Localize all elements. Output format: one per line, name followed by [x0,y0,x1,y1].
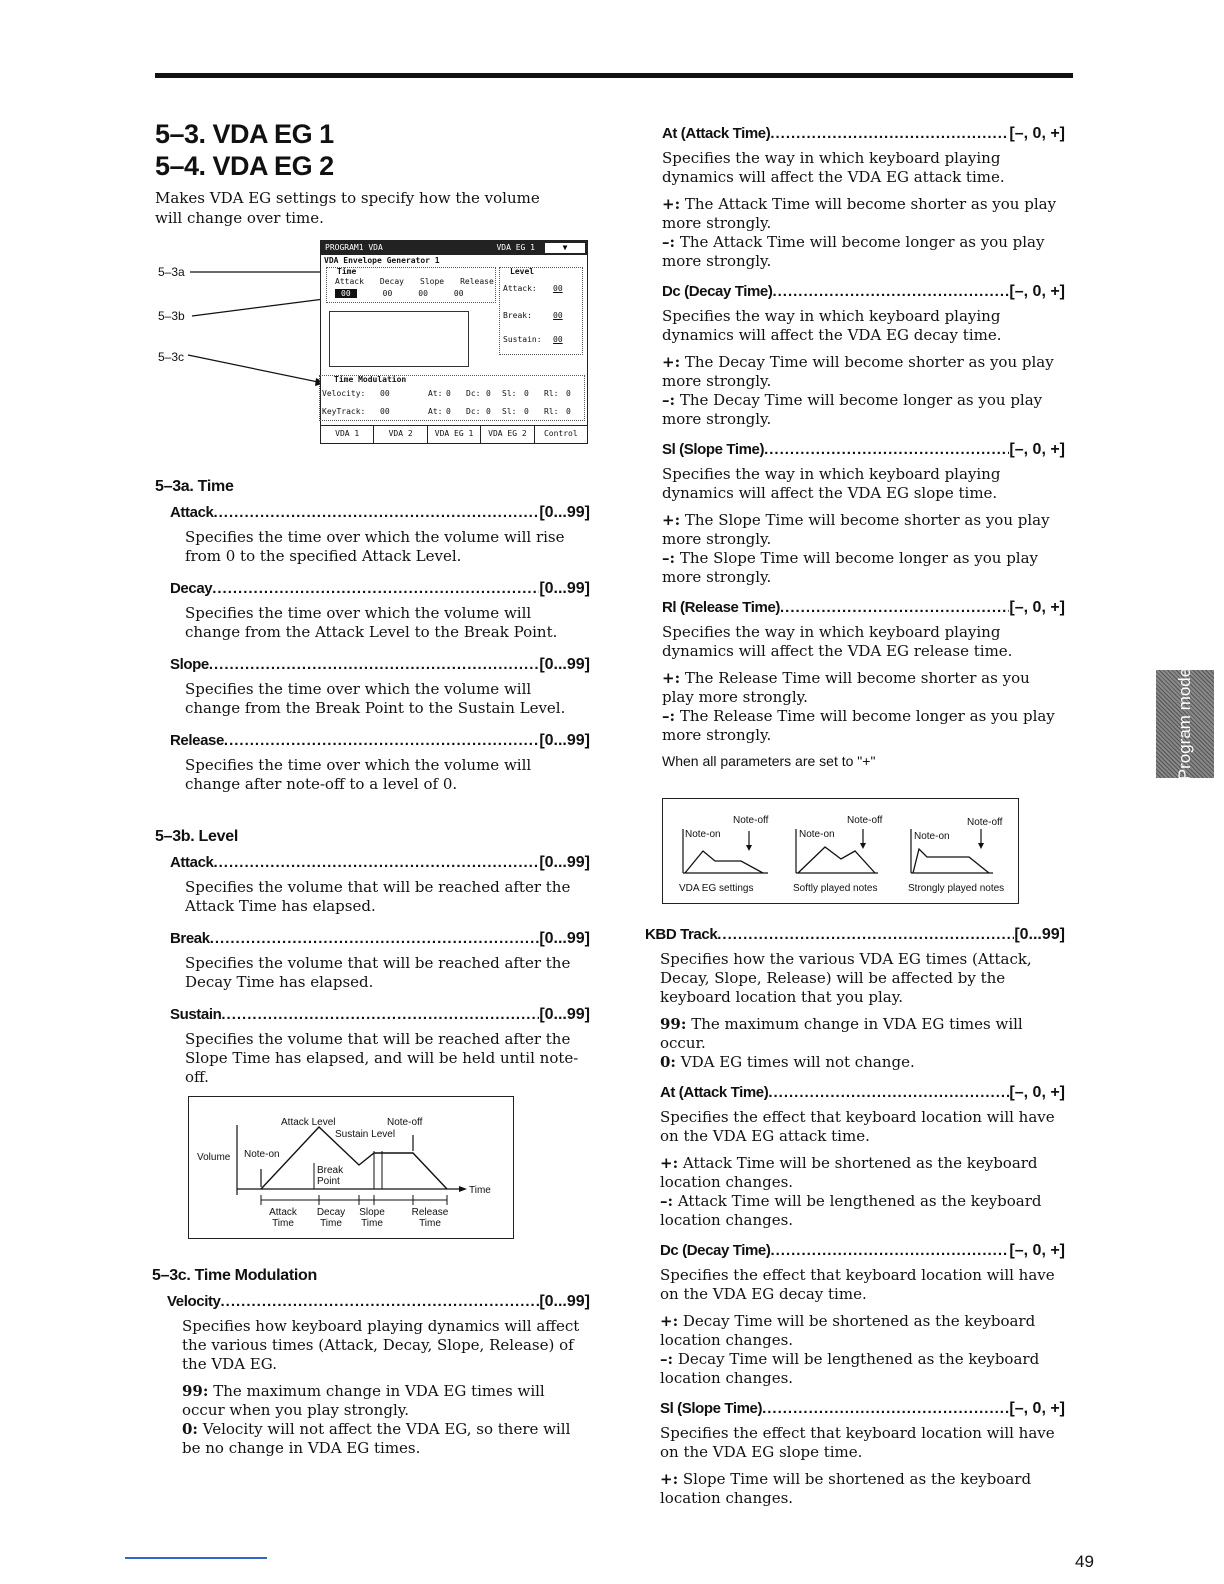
right-column-velocity [662,125,1065,769]
panel3-note-off: Note-off [967,817,1003,828]
vel-decay-minus: –: The Decay Time will become longer as you play more strongly. [662,391,1043,428]
param-break-level: Break ..... [0...99] [170,930,590,948]
screen-tab-vdaeg1[interactable]: VDA EG 1 [428,426,481,443]
heading-vda-eg-1: 5–3. VDA EG 1 [155,119,334,149]
label-volume: Volume [197,1152,231,1163]
lcd-screen [320,240,588,444]
label-break-point: Break Point [317,1165,344,1187]
desc-slope-time: Specifies the time over which the volume will change from the Break Point to the Sustain Level. [185,680,566,717]
screen-time-headers [335,277,494,286]
param-attack-time: Attack ..... [0...99] [170,504,590,522]
param-decay-time: Decay ..... [0...99] [170,580,590,598]
screen-title-bar [321,241,587,255]
screen-level-sustain[interactable]: 00 [553,335,563,344]
figure-caption: When all parameters are set to "+" [662,753,876,769]
screen-title: PROGRAM1 VDA [325,243,383,252]
desc-kbd-slope: Specifies the effect that keyboard location will have on the VDA EG slope time. [660,1424,1055,1461]
screen-hdr-release: Release [460,277,494,286]
param-kbd-attack: At (Attack Time) ..... [–, 0, +] [660,1084,1065,1102]
desc-velocity: Specifies how keyboard playing dynamics will affect the various times (Attack, Decay, Slope, Release) of the VDA EG. [182,1317,580,1373]
label-note-off: Note-off [387,1117,423,1128]
label-attack-time: Attack Time [269,1207,297,1229]
vel-release-plus: +: The Release Time will become shorter as you play more strongly. [662,669,1030,706]
label-release-time: Release Time [411,1207,449,1229]
param-kbd-decay: Dc (Decay Time) ..... [–, 0, +] [660,1242,1065,1260]
velocity-figure [662,798,1019,904]
screen-mod-box [319,375,585,421]
param-vel-release: Rl (Release Time) ..... [–, 0, +] [662,599,1065,617]
label-sustain-level: Sustain Level [335,1129,396,1140]
param-kbd-track: KBD Track ..... [0...99] [645,926,1065,944]
screen-graph-area [329,311,469,367]
desc-break-level: Specifies the volume that will be reached after the Decay Time has elapsed. [185,954,571,991]
vel-slope-minus: –: The Slope Time will become longer as you play more strongly. [662,549,1039,586]
screen-level-row-sustain: Sustain: 00 [503,335,563,344]
screen-mod-row-velocity: Velocity: 00 At: 0 Dc: 0 Sl: 0 Rl: 0 [322,389,571,398]
screen-tab-title: VDA EG 1 [496,243,535,252]
param-release-time: Release ..... [0...99] [170,732,590,750]
screen-level-attack[interactable]: 00 [553,284,563,293]
kbd-decay-minus: –: Decay Time will be lengthened as the keyboard location changes. [660,1350,1040,1387]
section-5-3c [152,1267,590,1458]
desc-kbd-decay: Specifies the effect that keyboard location will have on the VDA EG decay time. [660,1266,1055,1303]
screen-level-row-attack: Attack: 00 [503,284,563,293]
kbd-note-0: 0: VDA EG times will not change. [660,1053,915,1071]
label-slope-time: Slope Time [359,1207,385,1229]
desc-vel-decay: Specifies the way in which keyboard playing dynamics will affect the VDA EG decay time. [662,307,1002,344]
label-decay-time: Decay Time [316,1207,346,1229]
panel1-note-off: Note-off [733,815,769,826]
screen-tab-control[interactable]: Control [543,429,578,438]
label-time: Time [469,1185,491,1196]
section-title-time: 5–3a. Time [155,478,234,495]
screen-subtitle: VDA Envelope Generator 1 [324,256,440,265]
vel-release-minus: –: The Release Time will become longer as you play more strongly. [662,707,1055,744]
side-tab-program-mode[interactable] [1156,667,1214,781]
screen-val-decay[interactable]: 00 [382,289,393,298]
screen-time-values [335,289,464,298]
param-attack-level: Attack ..... [0...99] [170,854,590,872]
page-number: 49 [1075,1552,1094,1571]
param-velocity: Velocity ..... [0...99] [167,1293,590,1311]
vel-attack-plus: +: The Attack Time will become shorter as you play more strongly. [662,195,1057,232]
vel-slope-plus: +: The Slope Time will become shorter as you play more strongly. [662,511,1050,548]
screen-hdr-slope: Slope [420,277,445,286]
desc-vel-slope: Specifies the way in which keyboard playing dynamics will affect the VDA EG slope time. [662,465,1001,502]
side-tab-label: Program mode [1175,667,1194,781]
velocity-note-0: 0: Velocity will not affect the VDA EG, so there will be no change in VDA EG times. [182,1420,571,1457]
panel3-note-on: Note-on [914,831,950,842]
param-vel-decay: Dc (Decay Time) ..... [–, 0, +] [662,283,1065,301]
param-sustain-level: Sustain ..... [0...99] [170,1006,590,1024]
screen-time-box [326,267,496,303]
envelope-diagram [188,1096,514,1239]
intro-text: Makes VDA EG settings to specify how the volume will change over time. [155,189,540,227]
screen-tab-vdaeg2[interactable]: VDA EG 2 [481,426,534,443]
desc-vel-release: Specifies the way in which keyboard playing dynamics will affect the VDA EG release time. [662,623,1013,660]
kbd-decay-plus: +: Decay Time will be shortened as the keyboard location changes. [660,1312,1036,1349]
section-5-3a [155,478,590,794]
kbd-note-99: 99: The maximum change in VDA EG times will occur. [660,1015,1023,1052]
section-kbd-track [645,926,1065,1508]
screen-hdr-attack: Attack [335,277,364,286]
screen-tab-vda1[interactable]: VDA 1 [321,426,374,443]
callout-5-3a: 5–3a [158,265,185,279]
panel2-note-off: Note-off [847,815,883,826]
param-vel-slope: Sl (Slope Time) ..... [–, 0, +] [662,441,1065,459]
vel-decay-plus: +: The Decay Time will become shorter as you play more strongly. [662,353,1054,390]
screen-time-label: Time [337,267,357,276]
desc-attack-time: Specifies the time over which the volume will rise from 0 to the specified Attack Level. [185,528,565,565]
callout-5-3c: 5–3c [158,350,185,364]
screen-level-label: Level [510,267,535,276]
screen-hdr-decay: Decay [379,277,404,286]
kbd-attack-minus: –: Attack Time will be lengthened as the keyboard location changes. [660,1192,1042,1229]
desc-vel-attack: Specifies the way in which keyboard playing dynamics will affect the VDA EG attack time. [662,149,1005,186]
chevron-down-icon[interactable]: ▼ [545,243,585,253]
screen-tabs [321,425,587,443]
screen-val-attack[interactable]: 00 [335,289,357,298]
panel2-note-on: Note-on [799,829,835,840]
param-kbd-slope: Sl (Slope Time) ..... [–, 0, +] [660,1400,1065,1418]
screen-level-break[interactable]: 00 [553,311,563,320]
panel2-caption: Softly played notes [793,883,878,894]
kbd-attack-plus: +: Attack Time will be shortened as the keyboard location changes. [660,1154,1038,1191]
desc-sustain-level: Specifies the volume that will be reached after the Slope Time has elapsed, and will be held until note-off. [185,1030,579,1086]
vel-attack-minus: –: The Attack Time will become longer as you play more strongly. [662,233,1045,270]
panel1-note-on: Note-on [685,829,721,840]
heading-vda-eg-2: 5–4. VDA EG 2 [155,151,334,181]
velocity-note-99: 99: The maximum change in VDA EG times will occur when you play strongly. [182,1382,545,1419]
desc-release-time: Specifies the time over which the volume will change after note-off to a level of 0. [185,756,532,793]
panel1-caption: VDA EG settings [679,883,754,894]
panel3-caption: Strongly played notes [908,883,1005,894]
screen-level-row-break: Break: 00 [503,311,563,320]
desc-kbd-track: Specifies how the various VDA EG times (Attack, Decay, Slope, Release) will be affected by the keyboard location that you play. [660,950,1032,1006]
section-5-3b [155,828,590,1087]
section-title-time-modulation: 5–3c. Time Modulation [152,1267,317,1284]
screen-val-slope[interactable]: 00 [418,289,428,298]
bottom-line [125,1557,267,1559]
label-note-on: Note-on [244,1149,280,1160]
callout-5-3b: 5–3b [158,309,185,323]
screen-level-box [499,267,583,355]
kbd-slope-plus: +: Slope Time will be shortened as the keyboard location changes. [660,1470,1032,1507]
label-attack-level: Attack Level [281,1117,336,1128]
screen-mod-label: Time Modulation [334,375,407,384]
param-vel-attack: At (Attack Time) ..... [–, 0, +] [662,125,1065,143]
screen-val-release[interactable]: 00 [453,289,464,298]
section-title-level: 5–3b. Level [155,828,238,845]
param-slope-time: Slope ..... [0...99] [170,656,590,674]
desc-attack-level: Specifies the volume that will be reached after the Attack Time has elapsed. [185,878,571,915]
screen-mod-row-keytrack: KeyTrack: 00 At: 0 Dc: 0 Sl: 0 Rl: 0 [322,407,571,416]
desc-kbd-attack: Specifies the effect that keyboard location will have on the VDA EG attack time. [660,1108,1055,1145]
screen-tab-vda2[interactable]: VDA 2 [374,426,427,443]
desc-decay-time: Specifies the time over which the volume will change from the Attack Level to the Break Point. [185,604,558,641]
